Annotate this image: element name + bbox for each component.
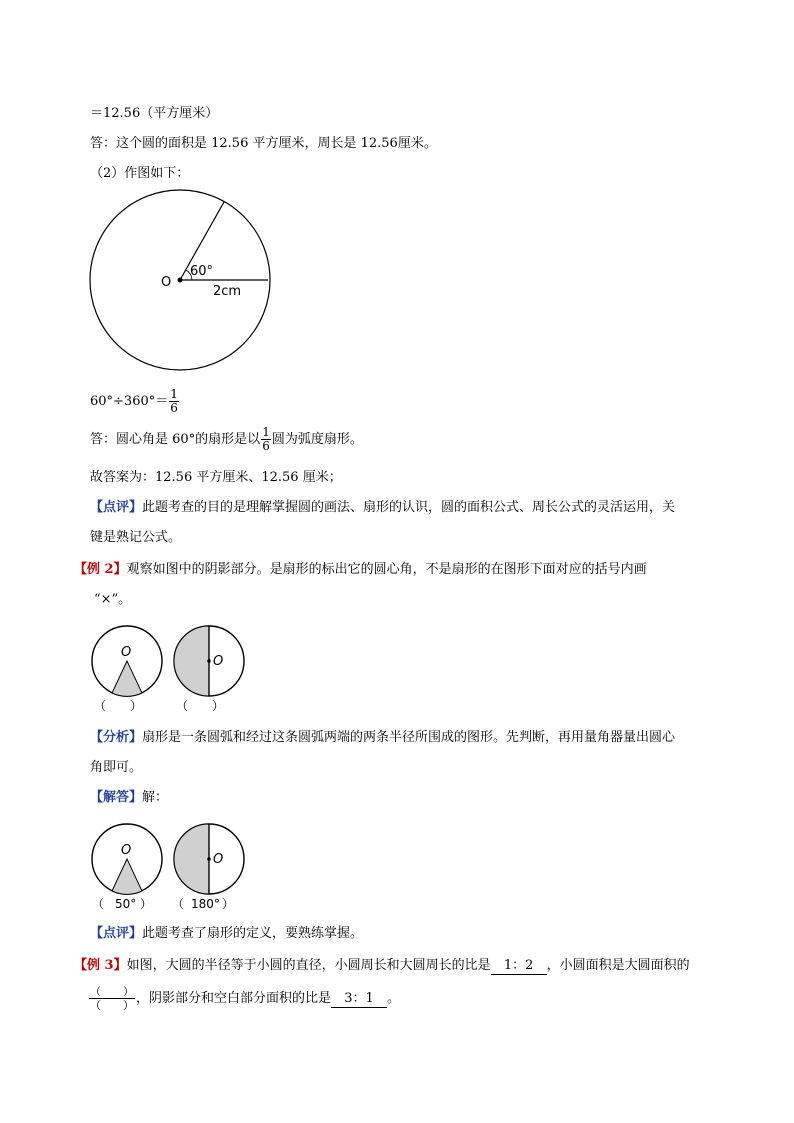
frac-den-blank: （ ） xyxy=(90,999,134,1012)
paren-right: （ ） xyxy=(176,699,225,713)
final-answer-line: 故答案为：12.56 平方厘米、12.56 厘米； xyxy=(90,470,342,485)
answer-line-1: 答：这个圆的面积是 12.56 平方厘米，周长是 12.56厘米。 xyxy=(90,136,437,151)
radius-label: 2cm xyxy=(213,284,242,299)
example2-question-line-2: “×”。 xyxy=(94,592,132,607)
angle-label: 60° xyxy=(190,264,214,279)
example3-text-c: ，阴影部分和空白部分面积的比是 xyxy=(136,991,332,1006)
answer-180-deg: 180° xyxy=(191,897,220,911)
example3-text-a: 如图，大圆的半径等于小圆的直径，小圆周长和大圆周长的比是 xyxy=(126,958,491,973)
calc-line xyxy=(90,388,180,416)
answer-line-2 xyxy=(90,426,363,454)
area-result-line: ＝12.56（平方厘米） xyxy=(90,106,219,121)
frac-den: 6 xyxy=(262,439,270,453)
calc-prefix: 60°÷360°＝ xyxy=(90,394,169,409)
o-label-right: O xyxy=(213,852,224,867)
circle-sector-figure xyxy=(88,190,274,376)
review-tag: 【点评】 xyxy=(90,500,143,515)
o-label-left: O xyxy=(121,645,132,660)
example2-question-text: 观察如图中的阴影部分。是扇形的标出它的圆心角，不是扇形的在图形下面对应的括号内画 xyxy=(126,562,647,577)
blank-answer-2: 3：1 xyxy=(331,991,387,1008)
fraction-one-sixth xyxy=(169,388,179,415)
example2-question-line-1 xyxy=(74,560,647,580)
solution-text: 解： xyxy=(142,790,169,805)
example2-answer-figures xyxy=(88,822,248,914)
frac-den: 6 xyxy=(170,401,178,415)
solution-line xyxy=(90,788,168,808)
blank-fraction xyxy=(89,985,135,1012)
review-tag: 【点评】 xyxy=(90,926,143,941)
analysis-line-1 xyxy=(90,728,675,748)
analysis-tag: 【分析】 xyxy=(90,730,143,745)
part2-heading: （2）作图如下： xyxy=(90,166,190,181)
paren-left: （ ） xyxy=(94,699,143,713)
review-text: 此题考查了扇形的定义，要熟练掌握。 xyxy=(142,926,364,941)
frac-num-blank: （ ） xyxy=(90,985,134,998)
analysis-text: 扇形是一条圆弧和经过这条圆弧两端的两条半径所围成的图形。先判断，再用量角器量出圆心 xyxy=(142,730,676,745)
review-1-line-1 xyxy=(90,498,675,518)
answer2-prefix: 答：圆心角是 60°的扇形是以 xyxy=(90,432,261,447)
example3-tag: 【例 3】 xyxy=(74,958,127,973)
blank-answer-1: 1：2 xyxy=(491,958,547,975)
example3-text-d: 。 xyxy=(387,991,401,1006)
paren-open-right: （ xyxy=(172,897,185,911)
example2-figures xyxy=(88,624,248,716)
analysis-line-2: 角即可。 xyxy=(90,760,143,775)
example3-line-2 xyxy=(88,984,400,1014)
review-2-line xyxy=(90,924,363,944)
paren-open-left: （ xyxy=(92,897,105,911)
o-label-right: O xyxy=(213,654,224,669)
answer2-suffix: 圆为弧度扇形。 xyxy=(271,432,363,447)
center-o-label: O xyxy=(161,275,172,290)
example3-text-b: ，小圆面积是大圆面积的 xyxy=(546,958,690,973)
paren-close-left: ） xyxy=(140,897,153,911)
review-text: 此题考查的目的是理解掌握圆的画法、扇形的认识，圆的面积公式、周长公式的灵活运用，关 xyxy=(142,500,676,515)
paren-close-right: ） xyxy=(222,897,235,911)
frac-num: 1 xyxy=(262,425,270,439)
frac-num: 1 xyxy=(170,387,178,401)
fraction-one-sixth xyxy=(261,426,271,453)
answer-50-deg: 50° xyxy=(115,897,137,911)
example3-line-1 xyxy=(74,956,690,976)
solution-tag: 【解答】 xyxy=(90,790,143,805)
review-1-line-2: 键是熟记公式。 xyxy=(90,530,182,545)
o-label-left: O xyxy=(121,843,132,858)
example2-tag: 【例 2】 xyxy=(74,562,127,577)
